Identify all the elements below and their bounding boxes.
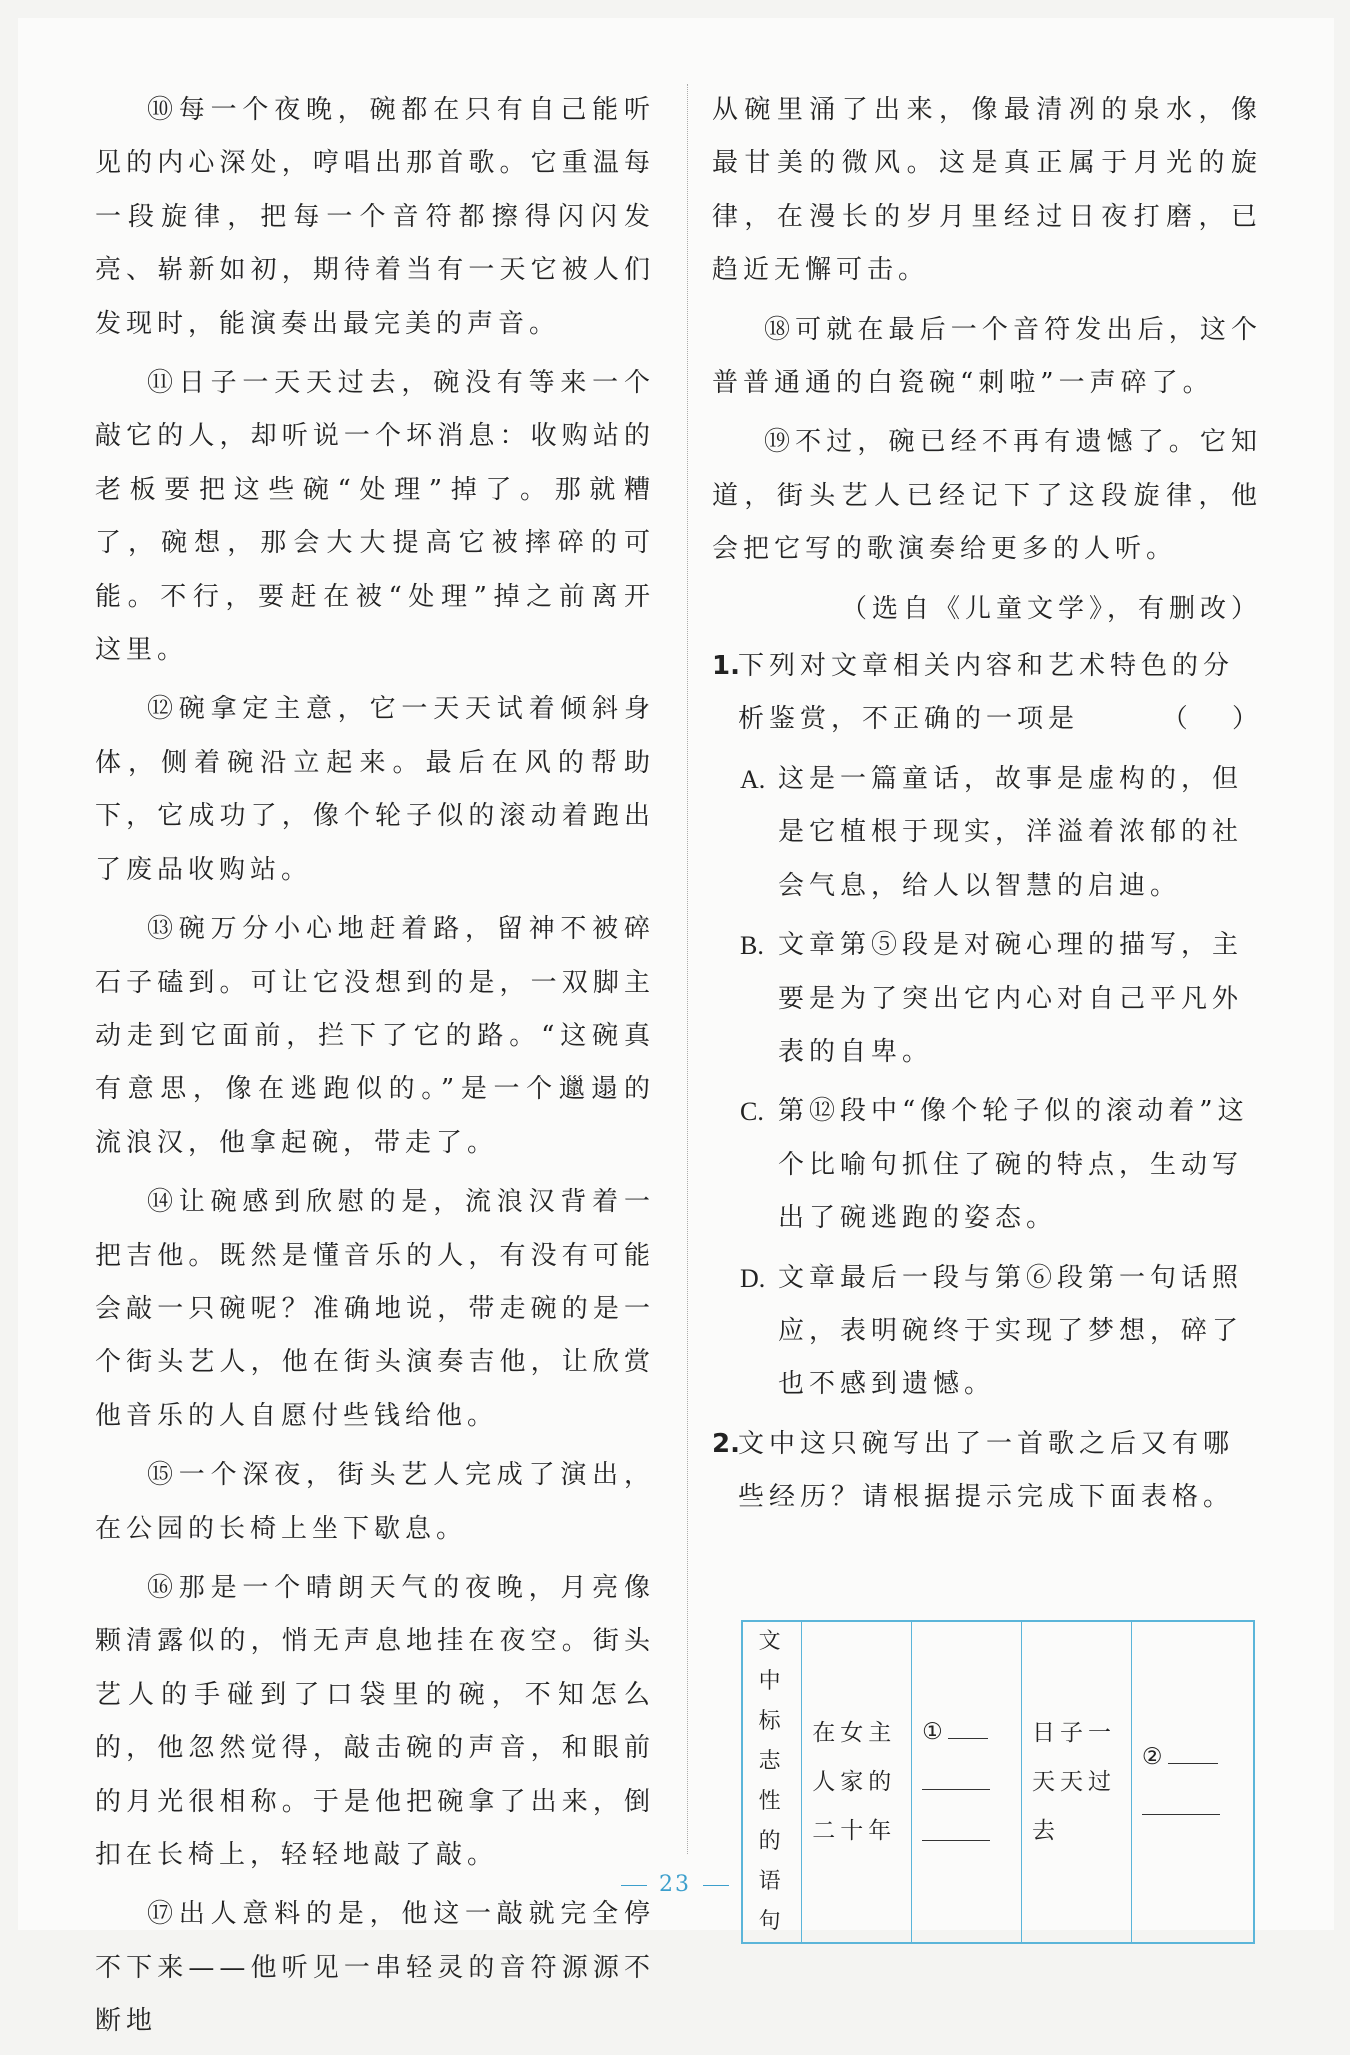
option-letter: D. xyxy=(740,1263,766,1293)
left-column xyxy=(95,84,655,2055)
option-d[interactable] xyxy=(712,1252,1262,1412)
option-a[interactable] xyxy=(712,753,1262,913)
option-c[interactable] xyxy=(712,1085,1262,1245)
page-number-dash xyxy=(621,1885,647,1886)
answer-parentheses[interactable]: （ ） xyxy=(1161,704,1276,735)
option-letter: C. xyxy=(740,1097,764,1127)
question-number: 1. xyxy=(712,651,740,682)
paragraph-17: ⑰出人意料的是，他这一敲就完全停不下来——他听见一串轻灵的音符源源不断地 xyxy=(95,1899,655,2037)
paragraph-12: ⑫碗拿定主意，它一天天试着倾斜身体，侧着碗沿立起来。最后在风的帮助下，它成功了，像个轮子似的滚动着跑出了废品收购站。 xyxy=(95,694,655,885)
option-text: 第⑫段中“像个轮子似的滚动着”这个比喻句抓住了碗的特点，生动写出了碗逃跑的姿态。 xyxy=(778,1096,1249,1234)
table-header-cell: 文中标志性的语句 xyxy=(742,1621,802,1943)
page-number xyxy=(0,1872,1350,1897)
blank-line[interactable] xyxy=(1142,1782,1220,1815)
right-column xyxy=(712,84,1276,1531)
question-1 xyxy=(712,640,1276,747)
blank-line[interactable] xyxy=(1168,1731,1218,1764)
blank-line[interactable] xyxy=(948,1706,988,1739)
blank-line[interactable] xyxy=(922,1757,990,1790)
table-cell-hint-1: 在女主人家的二十年 xyxy=(802,1621,912,1943)
question-stem: 文中这只碗写出了一首歌之后又有哪些经历？请根据提示完成下面表格。 xyxy=(738,1428,1235,1513)
source-citation: （选自《儿童文学》，有删改） xyxy=(840,593,1262,624)
paragraph-15: ⑮一个深夜，街头艺人完成了演出，在公园的长椅上坐下歇息。 xyxy=(95,1460,655,1544)
paragraph-19: ⑲不过，碗已经不再有遗憾了。它知道，街头艺人已经记下了这段旋律，他会把它写的歌演奏给更多的人听。 xyxy=(712,427,1262,565)
paragraph-16: ⑯那是一个晴朗天气的夜晚，月亮像颗清露似的，悄无声息地挂在夜空。街头艺人的手碰到了口袋里的碗，不知怎么的，他忽然觉得，敲击碗的声音，和眼前的月光很相称。于是他把碗拿了出来，倒扣在长椅上，轻轻地敲了敲。 xyxy=(95,1572,655,1870)
option-letter: A. xyxy=(740,764,766,794)
question-2 xyxy=(712,1418,1262,1525)
question-stem: 下列对文章相关内容和艺术特色的分析鉴赏，不正确的一项是 xyxy=(738,651,1235,735)
column-divider xyxy=(687,84,688,1854)
blank-label-1: ① xyxy=(922,1718,948,1745)
blank-label-2: ② xyxy=(1141,1744,1168,1770)
option-text: 这是一篇童话，故事是虚构的，但是它植根于现实，洋溢着浓郁的社会气息，给人以智慧的启迪。 xyxy=(778,763,1244,901)
paragraph-18: ⑱可就在最后一个音符发出后，这个普普通通的白瓷碗“刺啦”一声碎了。 xyxy=(712,314,1262,399)
table-cell-hint-2: 日子一天天过去 xyxy=(1022,1621,1132,1943)
option-letter: B. xyxy=(740,931,764,961)
page-number-text: 23 xyxy=(659,1872,691,1897)
option-text: 文章最后一段与第⑥段第一句话照应，表明碗终于实现了梦想，碎了也不感到遗憾。 xyxy=(778,1262,1244,1400)
paragraph-14: ⑭让碗感到欣慰的是，流浪汉背着一把吉他。既然是懂音乐的人，有没有可能会敲一只碗呢？准确地说，带走碗的是一个街头艺人，他在街头演奏吉他，让欣赏他音乐的人自愿付些钱给他。 xyxy=(95,1187,655,1431)
blank-line[interactable] xyxy=(922,1808,990,1841)
option-text: 文章第⑤段是对碗心理的描写，主要是为了突出它内心对自己平凡外表的自卑。 xyxy=(778,930,1244,1067)
question-number: 2. xyxy=(712,1428,740,1459)
option-b[interactable] xyxy=(712,919,1262,1079)
paragraph-10: ⑩每一个夜晚，碗都在只有自己能听见的内心深处，哼唱出那首歌。它重温每一段旋律，把每一个音符都擦得闪闪发亮、崭新如初，期待着当有一天它被人们发现时，能演奏出最完美的声音。 xyxy=(95,95,655,339)
paragraph-13: ⑬碗万分小心地赶着路，留神不被碎石子磕到。可让它没想到的是，一双脚主动走到它面前，拦下了它的路。“这碗真有意思，像在逃跑似的。”是一个邋遢的流浪汉，他拿起碗，带走了。 xyxy=(95,914,655,1158)
page-number-dash xyxy=(703,1885,729,1886)
paragraph-11: ⑪日子一天天过去，碗没有等来一个敲它的人，却听说一个坏消息：收购站的老板要把这些碗“处理”掉了。那就糟了，碗想，那会大大提高它被摔碎的可能。不行，要赶在被“处理”掉之前离开这里。 xyxy=(95,368,655,666)
paragraph-17-continued: 从碗里涌了出来，像最清冽的泉水，像最甘美的微风。这是真正属于月光的旋律，在漫长的岁月里经过日夜打磨，已趋近无懈可击。 xyxy=(712,95,1262,286)
